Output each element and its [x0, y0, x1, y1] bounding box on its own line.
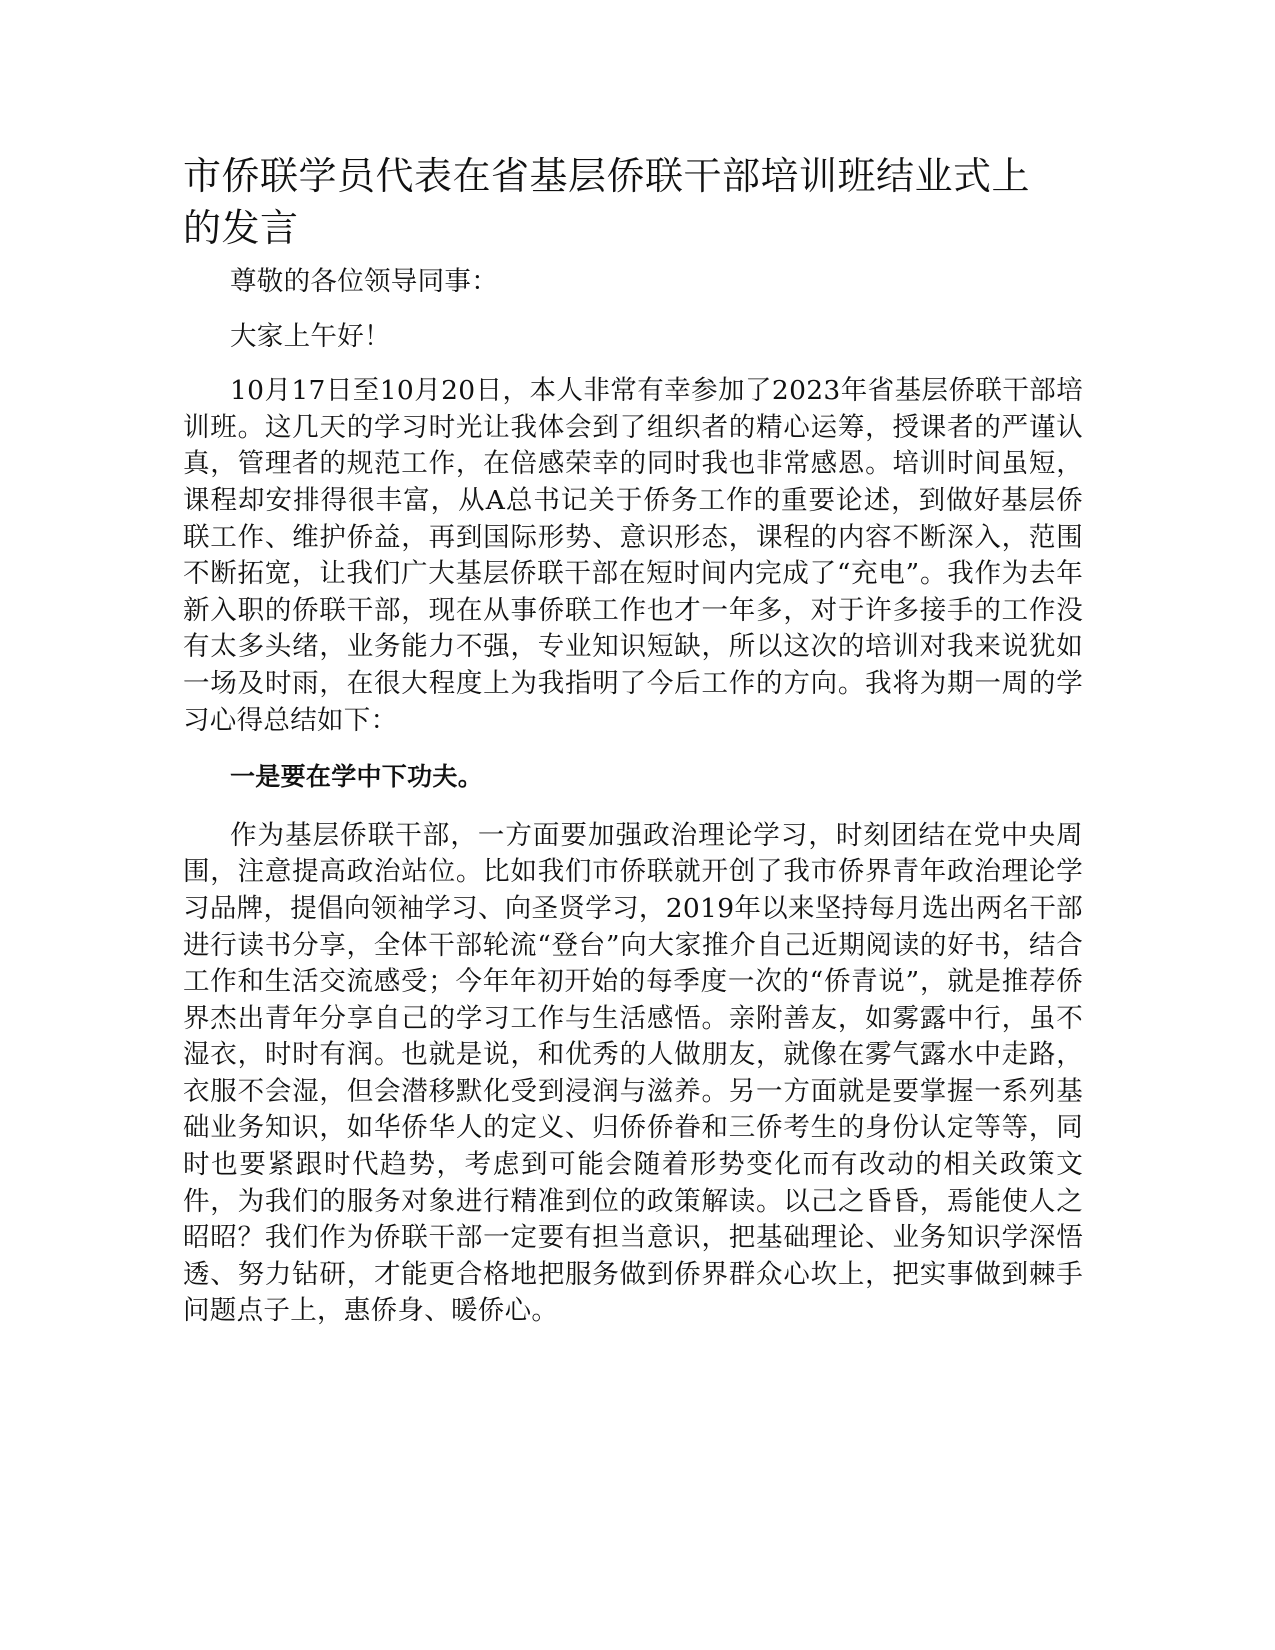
salutation: 尊敬的各位领导同事：: [230, 266, 498, 297]
body-paragraph-2: 作为基层侨联干部，一方面要加强政治理论学习，时刻团结在党中央周围，注意提高政治站位。比如我们市侨联就开创了我市侨界青年政治理论学习品牌，提倡向领袖学习、向圣贤学习，2019年以来坚持每月选出两名干部进行读书分享，全体干部轮流“登台”向大家推介自己近期阅读的好书，结合工作和生活交流感受；今年年初开始的每季度一次的“侨青说”，就是推荐侨界杰出青年分享自己的学习工作与生活感悟。亲附善友，如雾露中行，虽不湿衣，时时有润。也就是说，和优秀的人做朋友，就像在雾气露水中走路，衣服不会湿，但会潜移默化受到浸润与滋养。另一方面就是要掌握一系列基础业务知识，如华侨华人的定义、归侨侨眷和三侨考生的身份认定等等，同时也要紧跟时代趋势，考虑到可能会随着形势变化而有改动的相关政策文件，为我们的服务对象进行精准到位的政策解读。以己之昏昏，焉能使人之昭昭？我们作为侨联干部一定要有担当意识，把基础理论、业务知识学深悟透、努力钻研，才能更合格地把服务做到侨界群众心坎上，把实事做到棘手问题点子上，惠侨身、暖侨心。: [183, 819, 1083, 1327]
document-page: [183, 150, 1083, 1350]
document-title: 市侨联学员代表在省基层侨联干部培训班结业式上的发言: [183, 154, 1031, 250]
section-heading-1: 一是要在学中下功夫。: [230, 762, 484, 792]
greeting: 大家上午好！: [230, 320, 391, 352]
body-paragraph-1: 10月17日至10月20日，本人非常有幸参加了2023年省基层侨联干部培训班。这几天的学习时光让我体会到了组织者的精心运筹，授课者的严谨认真，管理者的规范工作，在倍感荣幸的同时我也非常感恩。培训时间虽短，课程却安排得很丰富，从A总书记关于侨务工作的重要论述，到做好基层侨联工作、维护侨益，再到国际形势、意识形态，课程的内容不断深入，范围不断拓宽，让我们广大基层侨联干部在短时间内完成了“充电”。我作为去年新入职的侨联干部，现在从事侨联工作也才一年多，对于许多接手的工作没有太多头绪，业务能力不强，专业知识短缺，所以这次的培训对我来说犹如一场及时雨，在很大程度上为我指明了今后工作的方向。我将为期一周的学习心得总结如下：: [183, 375, 1083, 736]
